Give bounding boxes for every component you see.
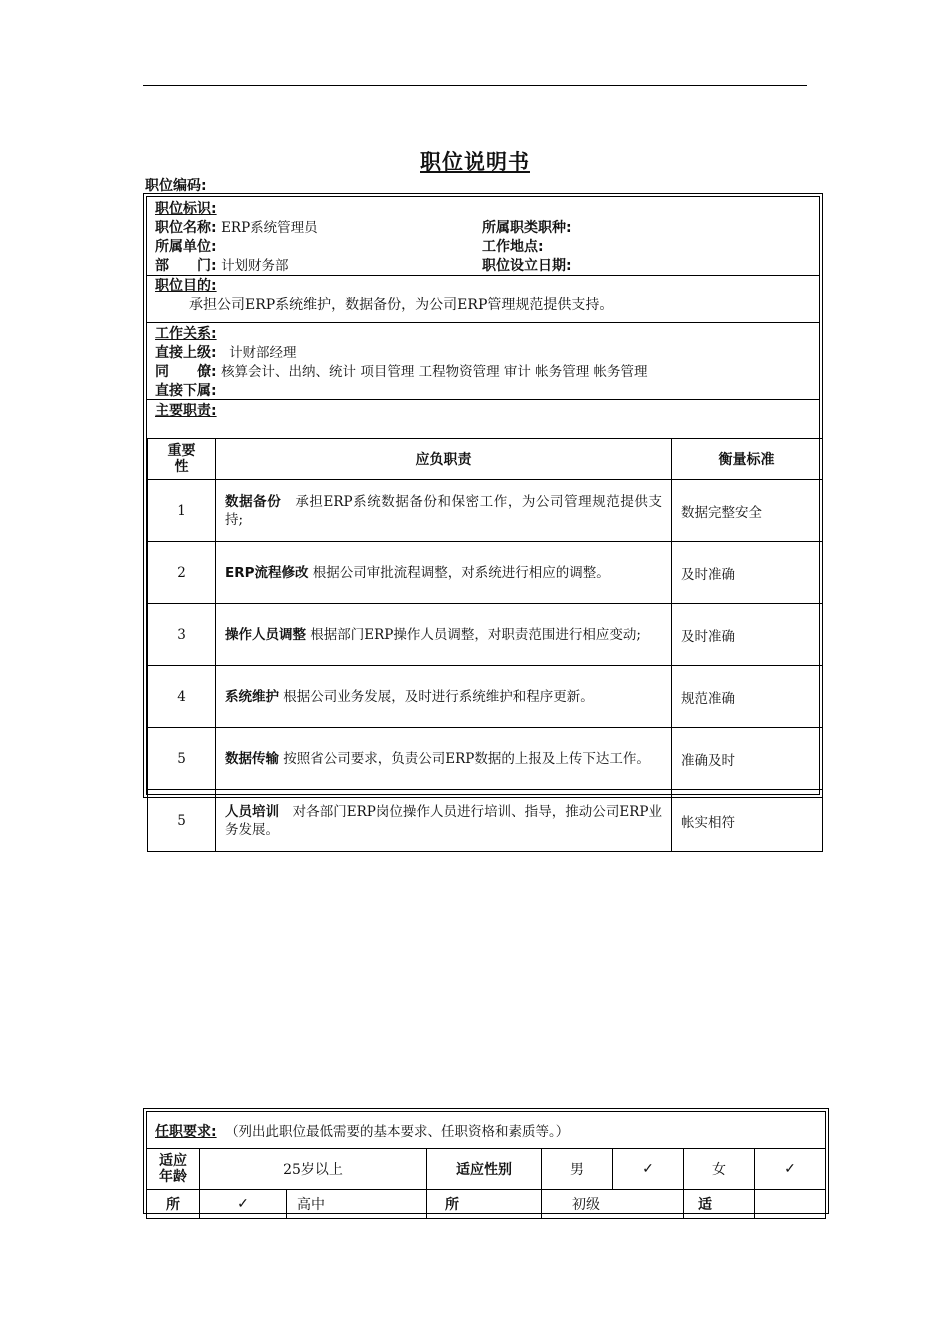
- requirements-header-row: [147, 1112, 826, 1149]
- education-cell-7: 适: [684, 1190, 755, 1219]
- row-description: [216, 666, 672, 728]
- divider: [147, 275, 819, 276]
- unit-label: 所属单位:: [155, 239, 217, 255]
- row-standard: 帐实相符: [672, 790, 823, 852]
- relations-label: 工作关系:: [155, 326, 217, 342]
- row-description: [216, 480, 672, 542]
- male-check: ✓: [613, 1149, 684, 1190]
- education-cell-empty: [755, 1190, 826, 1219]
- established-date-label: 职位设立日期:: [482, 258, 572, 274]
- row-importance: 3: [148, 604, 216, 666]
- table-header-row: [148, 439, 823, 480]
- header-standard: 衡量标准: [672, 439, 823, 480]
- document-title: 职位说明书: [420, 150, 530, 174]
- table-row: [148, 480, 823, 542]
- row-importance: 5: [148, 728, 216, 790]
- header-importance: [148, 439, 216, 480]
- table-row: [148, 604, 823, 666]
- divider: [147, 322, 819, 323]
- position-name-row: [155, 219, 318, 237]
- subordinate-label: 直接下属:: [155, 383, 217, 399]
- row-title: 操作人员调整: [225, 626, 306, 643]
- row-importance: 2: [148, 542, 216, 604]
- education-check: ✓: [200, 1190, 287, 1219]
- age-label: 适应年龄: [159, 1153, 187, 1185]
- requirements-note: （列出此职位最低需要的基本要求、任职资格和素质等。）: [225, 1123, 570, 1140]
- row-text: 根据公司审批流程调整，对系统进行相应的调整。: [308, 564, 610, 581]
- requirements-label: 任职要求:: [155, 1123, 217, 1140]
- position-name-label: 职位名称:: [155, 220, 217, 236]
- table-row: [148, 728, 823, 790]
- divider: [147, 399, 819, 400]
- male-label: 男: [542, 1149, 613, 1190]
- row-importance: 1: [148, 480, 216, 542]
- department-row: [155, 257, 289, 275]
- gender-label: 适应性别: [427, 1149, 542, 1190]
- header-duty: 应负职责: [216, 439, 672, 480]
- superior-value: 计财部经理: [229, 345, 297, 361]
- table-row: [148, 790, 823, 852]
- row-description: [216, 728, 672, 790]
- category-label: 所属职类职种:: [482, 220, 572, 236]
- position-name-value: ERP系统管理员: [221, 220, 318, 236]
- row-title: ERP流程修改: [225, 564, 309, 581]
- row-title: 系统维护: [225, 688, 279, 705]
- location-label: 工作地点:: [482, 239, 544, 255]
- purpose-text: 承担公司ERP系统维护，数据备份，为公司ERP管理规范提供支持。: [189, 297, 614, 313]
- education-text: 高中: [297, 1197, 325, 1213]
- duties-label: 主要职责:: [155, 403, 217, 419]
- position-code-label: 职位编码:: [145, 178, 207, 194]
- job-description-box: [143, 193, 823, 838]
- row-text: 根据部门ERP操作人员调整，对职责范围进行相应变动;: [306, 626, 641, 643]
- row-description: [216, 790, 672, 852]
- row-description: [216, 604, 672, 666]
- peer-value: 核算会计、出纳、统计 项目管理 工程物资管理 审计 帐务管理 帐务管理: [221, 364, 648, 380]
- superior-label: 直接上级:: [155, 345, 217, 361]
- identification-label: 职位标识:: [155, 201, 217, 217]
- row-text: 按照省公司要求，负责公司ERP数据的上报及上传下达工作。: [279, 750, 650, 767]
- job-description-inner: [146, 196, 820, 838]
- peer-row: [155, 363, 648, 381]
- purpose-label: 职位目的:: [155, 278, 217, 294]
- row-importance: 4: [148, 666, 216, 728]
- department-value: 计划财务部: [221, 258, 289, 274]
- age-gender-row: [147, 1149, 826, 1190]
- row-standard: 及时准确: [672, 542, 823, 604]
- row-importance: 5: [148, 790, 216, 852]
- education-value: [287, 1190, 427, 1219]
- header-rule: [143, 85, 807, 86]
- row-text: 承担ERP系统数据备份和保密工作，为公司管理规范提供支持;: [225, 493, 662, 528]
- row-text: 根据公司业务发展，及时进行系统维护和程序更新。: [279, 688, 594, 705]
- row-standard: 数据完整安全: [672, 480, 823, 542]
- requirements-header-cell: [147, 1112, 826, 1149]
- row-title: 数据备份: [225, 493, 282, 510]
- education-row: [147, 1190, 826, 1219]
- peer-label: 同 僚:: [155, 364, 217, 380]
- row-title: 数据传输: [225, 750, 279, 767]
- superior-row: [155, 344, 297, 362]
- education-cell-4: 所: [427, 1190, 542, 1219]
- row-description: [216, 542, 672, 604]
- age-value: 25岁以上: [200, 1149, 427, 1190]
- row-standard: 规范准确: [672, 666, 823, 728]
- requirements-box: [143, 1108, 829, 1214]
- level-value: 初级: [542, 1190, 684, 1219]
- table-row: [148, 542, 823, 604]
- row-standard: 准确及时: [672, 728, 823, 790]
- education-cell-1: 所: [147, 1190, 200, 1219]
- row-standard: 及时准确: [672, 604, 823, 666]
- row-text: 对各部门ERP岗位操作人员进行培训、指导，推动公司ERP业务发展。: [225, 803, 662, 838]
- duties-table: [147, 438, 823, 852]
- female-label: 女: [684, 1149, 755, 1190]
- row-title: 人员培训: [225, 803, 280, 820]
- requirements-table: [146, 1111, 826, 1219]
- female-check: ✓: [755, 1149, 826, 1190]
- department-label: 部 门:: [155, 258, 217, 274]
- table-row: [148, 666, 823, 728]
- header-importance-text: 重要性: [167, 443, 196, 475]
- age-label-cell: [147, 1149, 200, 1190]
